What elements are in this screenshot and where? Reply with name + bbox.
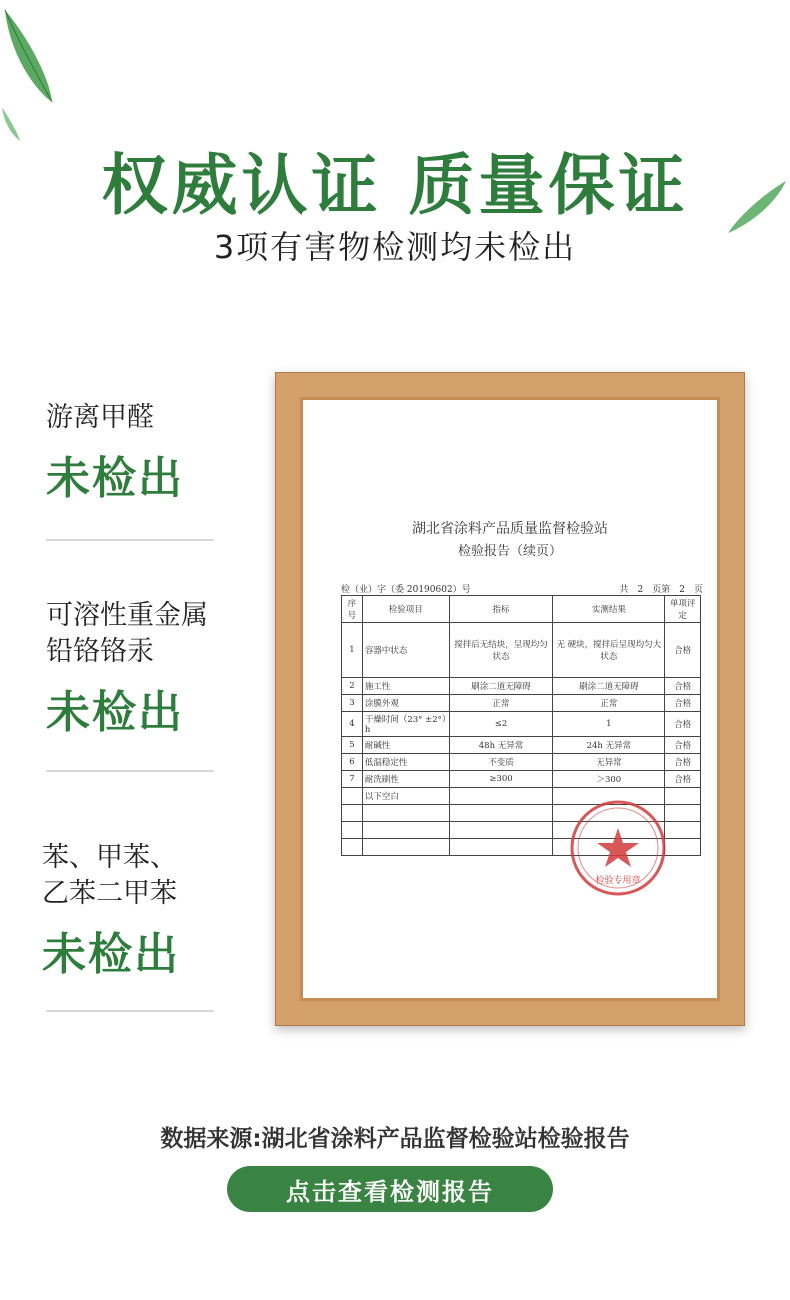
sidebar-item-formaldehyde [46,400,216,506]
table-header-cell: 实测结果 [553,596,665,623]
table-cell: 24h 无异常 [553,737,665,754]
table-cell: 合格 [665,695,701,712]
table-cell [665,839,701,856]
table-header-row [342,596,701,623]
table-cell: 合格 [665,623,701,678]
table-cell: 搅拌后无结块，呈现均匀状态 [449,623,552,678]
table-cell [449,805,552,822]
sidebar-item-result: 未检出 [42,929,180,980]
divider [46,1010,214,1012]
table-row [342,754,701,771]
table-cell [553,839,665,856]
report-page: 共 2 页第 2 页 [619,585,703,595]
sidebar-item-label: 可溶性重金属 铅铬铬汞 [46,600,208,667]
page-subtitle: 3项有害物检测均未检出 [213,228,577,266]
view-report-button[interactable]: 点击查看检测报告 [227,1166,553,1212]
table-cell: 正常 [449,695,552,712]
table-cell: 合格 [665,737,701,754]
table-cell: 不变质 [449,754,552,771]
page-title: 权威认证 质量保证 [101,147,689,224]
table-cell [449,788,552,805]
table-cell: 无异常 [553,754,665,771]
table-cell: 1 [342,623,363,678]
data-source-text: 数据来源:湖北省涂料产品监督检验站检验报告 [160,1126,630,1152]
table-row [342,771,701,788]
table-cell: 无 硬块，搅拌后呈现均匀大状态 [553,623,665,678]
table-row [342,805,701,822]
report-ref: 检（业）字（委 20190602）号 [341,585,471,595]
table-cell [553,822,665,839]
report-document [303,400,717,998]
table-cell: 4 [342,712,363,737]
table-cell: 刷涂二道无障碍 [553,678,665,695]
table-cell: 2 [342,678,363,695]
table-row [342,839,701,856]
table-cell [362,805,449,822]
divider [46,770,214,772]
table-cell: 合格 [665,754,701,771]
table-cell [342,822,363,839]
sidebar-item-heavy-metals [46,598,216,740]
table-cell [665,788,701,805]
report-table [341,595,701,856]
table-cell: 刷涂二道无障碍 [449,678,552,695]
sidebar-item-result: 未检出 [46,687,184,738]
report-subtitle: 检验报告（续页） [457,544,562,559]
table-cell: ＞300 [553,771,665,788]
table-cell: 合格 [665,678,701,695]
table-row [342,712,701,737]
table-row [342,737,701,754]
table-cell [362,839,449,856]
table-cell: 合格 [665,712,701,737]
table-cell: 耐碱性 [362,737,449,754]
table-cell [362,822,449,839]
table-cell: 合格 [665,771,701,788]
table-cell [553,805,665,822]
report-frame [275,372,745,1026]
table-cell: 6 [342,754,363,771]
table-cell: 正常 [553,695,665,712]
table-cell [342,788,363,805]
table-row [342,822,701,839]
sidebar-item-label: 游离甲醛 [46,402,154,433]
table-cell: ≥300 [449,771,552,788]
table-cell: 7 [342,771,363,788]
sidebar-item-benzene [42,840,212,982]
table-row [342,695,701,712]
table-header-cell: 检验项目 [362,596,449,623]
table-cell: ≤2 [449,712,552,737]
table-cell: 5 [342,737,363,754]
sidebar-item-label: 苯、甲苯、 乙苯二甲苯 [42,842,177,909]
report-title: 湖北省涂料产品质量监督检验站 [412,521,608,537]
table-cell [553,788,665,805]
table-cell [342,805,363,822]
table-cell: 3 [342,695,363,712]
table-cell [342,839,363,856]
stamp-text: 检验专用章 [595,876,641,886]
table-cell: 48h 无异常 [449,737,552,754]
table-cell [665,805,701,822]
table-cell: 耐洗刷性 [362,771,449,788]
table-cell [449,822,552,839]
table-cell: 以下空白 [362,788,449,805]
table-header-cell: 序号 [342,596,363,623]
table-cell: 干燥时间（23° ±2°）h [362,712,449,737]
sidebar-item-result: 未检出 [46,453,184,504]
table-header-cell: 单项评定 [665,596,701,623]
table-cell [665,822,701,839]
table-cell [449,839,552,856]
table-cell: 涂膜外观 [362,695,449,712]
table-row [342,788,701,805]
table-row [342,678,701,695]
table-header-cell: 指标 [449,596,552,623]
divider [46,539,214,541]
table-cell: 施工性 [362,678,449,695]
table-cell: 容器中状态 [362,623,449,678]
table-cell: 1 [553,712,665,737]
table-cell: 低温稳定性 [362,754,449,771]
table-row [342,623,701,678]
